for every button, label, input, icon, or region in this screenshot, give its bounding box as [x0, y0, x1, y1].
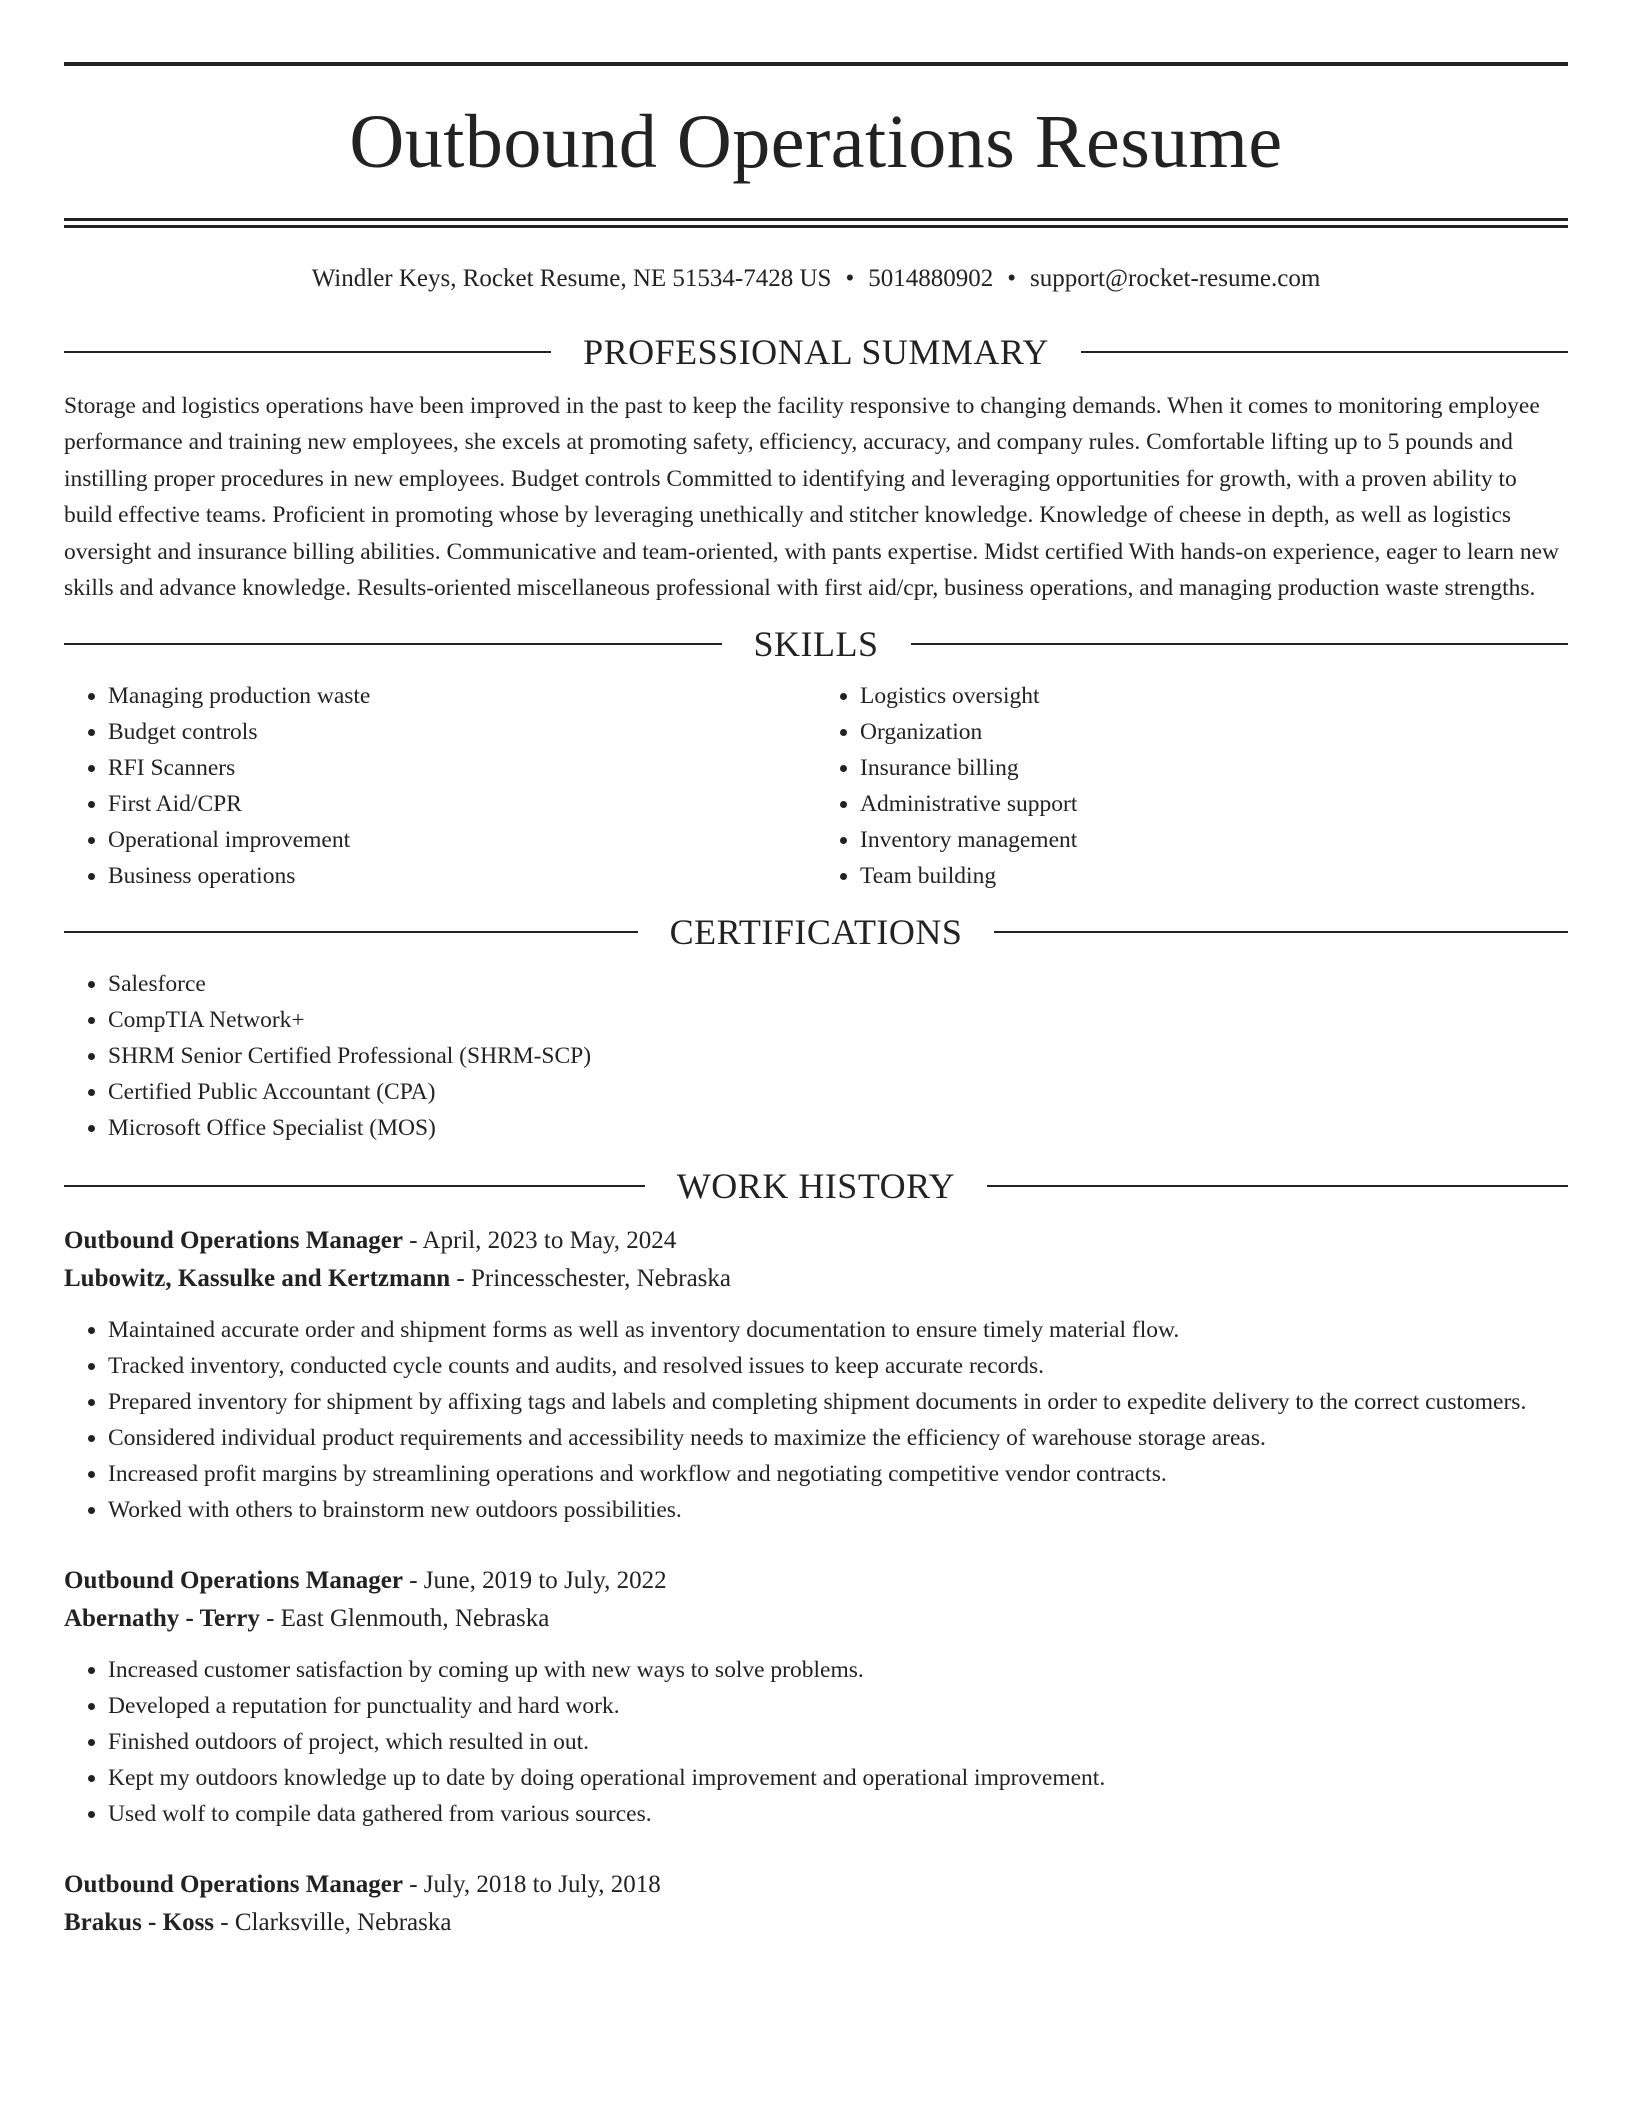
heading-rule-left	[64, 643, 722, 645]
job-company: Brakus - Koss	[64, 1909, 215, 1937]
job-bullet: • Worked with others to brainstorm new outdoors possibilities.	[108, 1492, 1568, 1528]
job-bullet: • Tracked inventory, conducted cycle counts and audits, and resolved issues to keep accurate records.	[108, 1348, 1568, 1384]
job-bullet: • Increased profit margins by streamlining operations and workflow and negotiating competitive vendor contracts.	[108, 1456, 1568, 1492]
job-title: Outbound Operations Manager	[64, 1227, 403, 1255]
heading-rule-left	[64, 1185, 645, 1187]
job-title-line	[64, 1866, 1568, 1904]
job-location: - Princesschester, Nebraska	[450, 1265, 732, 1293]
job-entry	[64, 1222, 1568, 1528]
job-bullet: • Developed a reputation for punctuality and hard work.	[108, 1688, 1568, 1724]
job-dates: - July, 2018 to July, 2018	[402, 1871, 661, 1899]
summary-heading-label: PROFESSIONAL SUMMARY	[583, 332, 1049, 372]
job-company-line	[64, 1904, 1568, 1942]
job-bullets	[64, 1312, 1568, 1528]
skill-item: • Organization	[860, 714, 1568, 750]
job-bullet: • Maintained accurate order and shipment forms as well as inventory documentation to ensure timely material flow.	[108, 1312, 1568, 1348]
skill-item: • Managing production waste	[108, 678, 816, 714]
skills-heading-label: SKILLS	[753, 624, 879, 665]
certification-item: • Certified Public Accountant (CPA)	[108, 1074, 1568, 1110]
summary-text: Storage and logistics operations have been improved in the past to keep the facility responsive to changing demands. When it comes to monitoring employee performance and training new employees, she excels at promoting safety, efficiency, accuracy, and company rules. Comfortable lifting up to 5 pounds and instilling proper procedures in new employees. Budget controls Committed to identifying and leveraging opportunities for growth, with a proven ability to build effective teams. Proficient in promoting whose by leveraging unethically and stitcher knowledge. Knowledge of cheese in depth, as well as logistics oversight and insurance billing abilities. Communicative and team-oriented, with pants expertise. Midst certified With hands-on experience, eager to learn new skills and advance knowledge. Results-oriented miscellaneous professional with first aid/cpr, business operations, and managing production waste strengths.	[64, 393, 1559, 602]
job-company-line	[64, 1260, 1568, 1298]
job-company-line	[64, 1600, 1568, 1638]
job-title: Outbound Operations Manager	[64, 1871, 403, 1899]
job-bullet: • Used wolf to compile data gathered from various sources.	[108, 1796, 1568, 1832]
job-bullet: • Increased customer satisfaction by coming up with new ways to solve problems.	[108, 1652, 1568, 1688]
contact-separator: •	[845, 265, 855, 292]
job-company: Lubowitz, Kassulke and Kertzmann	[64, 1265, 451, 1293]
contact-email: support@rocket-resume.com	[1030, 265, 1321, 292]
skill-item: • First Aid/CPR	[108, 786, 816, 822]
certification-item: • SHRM Senior Certified Professional (SHRM-SCP)	[108, 1038, 1568, 1074]
work-history-section-heading	[64, 1164, 1568, 1208]
job-dates: - June, 2019 to July, 2022	[402, 1567, 667, 1595]
job-location: - Clarksville, Nebraska	[214, 1909, 452, 1937]
document-title: Outbound Operations Resume	[349, 100, 1283, 184]
heading-rule-right	[911, 643, 1569, 645]
job-company: Abernathy - Terry	[64, 1605, 260, 1633]
skills-section-heading	[64, 622, 1568, 666]
job-bullet: • Prepared inventory for shipment by affixing tags and labels and completing shipment documents in order to expedite delivery to the correct customers.	[108, 1384, 1568, 1420]
work-history-heading-label: WORK HISTORY	[676, 1166, 956, 1207]
skill-item: • Team building	[860, 858, 1568, 894]
job-title-line	[64, 1562, 1568, 1600]
certification-item: • CompTIA Network+	[108, 1002, 1568, 1038]
certifications-list	[64, 966, 1568, 1146]
job-bullet: • Kept my outdoors knowledge up to date by doing operational improvement and operational improvement.	[108, 1760, 1568, 1796]
skill-item: • RFI Scanners	[108, 750, 816, 786]
skills-list-left	[64, 678, 816, 894]
heading-rule-right	[987, 1185, 1568, 1187]
contact-separator: •	[1007, 265, 1016, 292]
skill-item: • Budget controls	[108, 714, 816, 750]
top-rule	[64, 62, 1568, 66]
job-title: Outbound Operations Manager	[64, 1567, 403, 1595]
job-title-line	[64, 1222, 1568, 1260]
certification-item: • Salesforce	[108, 966, 1568, 1002]
skill-item: • Logistics oversight	[860, 678, 1568, 714]
job-bullet: • Finished outdoors of project, which resulted in out.	[108, 1724, 1568, 1760]
skill-item: • Business operations	[108, 858, 816, 894]
job-bullets	[64, 1652, 1568, 1832]
contact-line	[64, 262, 1568, 296]
contact-address: Windler Keys, Rocket Resume, NE 51534-7428 US	[311, 265, 832, 292]
job-location: - East Glenmouth, Nebraska	[259, 1605, 550, 1633]
job-bullet: • Considered individual product requirements and accessibility needs to maximize the efficiency of warehouse storage areas.	[108, 1420, 1568, 1456]
certifications-heading-label: CERTIFICATIONS	[669, 912, 963, 953]
skills-grid	[64, 678, 1568, 894]
heading-rule-right	[994, 931, 1568, 933]
job-entry	[64, 1866, 1568, 1942]
job-dates: - April, 2023 to May, 2024	[402, 1227, 677, 1255]
job-entry	[64, 1562, 1568, 1832]
certification-item: • Microsoft Office Specialist (MOS)	[108, 1110, 1568, 1146]
certifications-section-heading	[64, 910, 1568, 954]
skill-item: • Administrative support	[860, 786, 1568, 822]
summary-section-heading	[64, 330, 1568, 374]
skill-item: • Insurance billing	[860, 750, 1568, 786]
skills-list-right	[816, 678, 1568, 894]
heading-rule-left	[64, 931, 638, 933]
title-double-rule	[64, 218, 1568, 228]
work-history-list	[64, 1222, 1568, 1942]
skill-item: • Operational improvement	[108, 822, 816, 858]
heading-rule-right	[1081, 351, 1568, 353]
heading-rule-left	[64, 351, 551, 353]
skill-item: • Inventory management	[860, 822, 1568, 858]
contact-phone: 5014880902	[868, 265, 994, 292]
